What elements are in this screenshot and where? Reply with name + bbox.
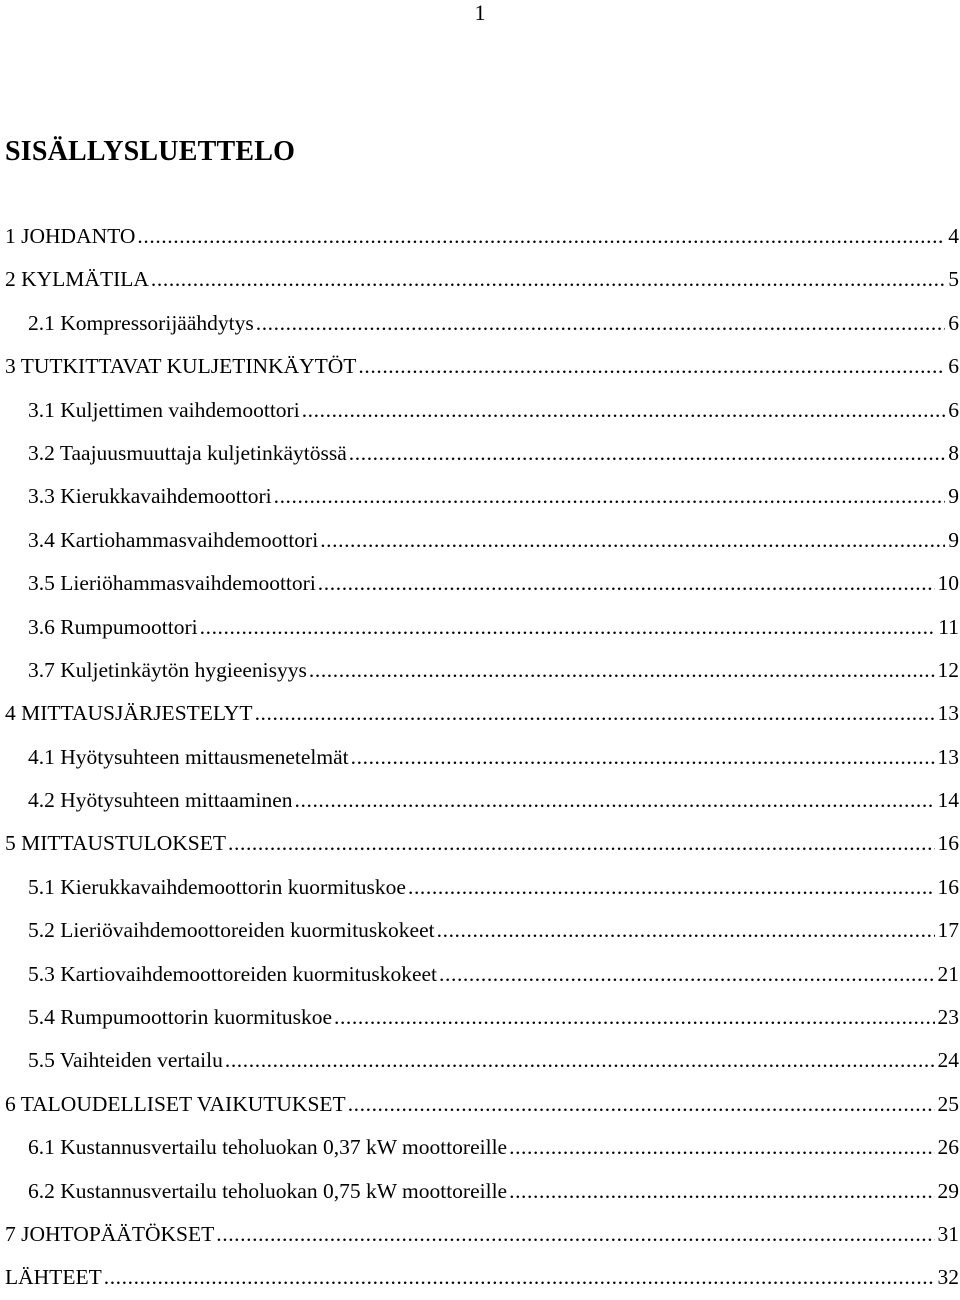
toc-entry[interactable] xyxy=(0,1170,960,1213)
toc-entry-page: 23 xyxy=(937,1005,959,1030)
toc-entry-page: 24 xyxy=(937,1048,959,1073)
dot-leader xyxy=(320,519,945,562)
toc-entry[interactable] xyxy=(0,953,960,996)
toc-entry[interactable] xyxy=(0,258,960,301)
dot-leader xyxy=(228,822,934,865)
toc-entry[interactable] xyxy=(0,1039,960,1082)
toc-entry-title: 5.4 Rumpumoottorin kuormituskoe xyxy=(28,1005,332,1030)
dot-leader xyxy=(104,1256,935,1299)
toc-entry-page: 29 xyxy=(937,1178,959,1203)
dot-leader xyxy=(509,1170,934,1213)
toc-entry-title: 4.1 Hyötysuhteen mittausmenetelmät xyxy=(28,744,349,769)
toc-entry-page: 6 xyxy=(948,397,959,422)
toc-entry-page: 13 xyxy=(937,701,959,726)
toc-entry-title: 4 MITTAUSJÄRJESTELYT xyxy=(5,701,253,726)
toc-entry-page: 16 xyxy=(937,874,959,899)
toc-entry-page: 14 xyxy=(937,788,959,813)
toc-entry[interactable] xyxy=(0,1083,960,1126)
toc-entry-title: LÄHTEET xyxy=(5,1265,102,1290)
toc-entry-title: 3.5 Lieriöhammasvaihdemoottori xyxy=(28,571,316,596)
toc-entry-page: 6 xyxy=(948,310,959,335)
toc-entry[interactable] xyxy=(0,866,960,909)
table-of-contents xyxy=(0,215,960,1300)
toc-entry[interactable] xyxy=(0,649,960,692)
toc-entry-page: 31 xyxy=(937,1221,959,1246)
toc-entry[interactable] xyxy=(0,389,960,432)
dot-leader xyxy=(348,1083,935,1126)
dot-leader xyxy=(137,215,945,258)
toc-entry-title: 5.5 Vaihteiden vertailu xyxy=(28,1048,223,1073)
toc-entry-title: 6.2 Kustannusvertailu teholuokan 0,75 kW moottoreille xyxy=(28,1178,508,1203)
dot-leader xyxy=(439,953,934,996)
page-number: 1 xyxy=(474,0,486,25)
dot-leader xyxy=(151,258,945,301)
toc-entry-title: 5.2 Lieriövaihdemoottoreiden kuormituskokeet xyxy=(28,918,435,943)
toc-entry-page: 4 xyxy=(948,224,959,248)
toc-entry-page: 11 xyxy=(938,614,959,639)
toc-entry-title: 3.7 Kuljetinkäytön hygieenisyys xyxy=(28,657,307,682)
toc-entry[interactable] xyxy=(0,562,960,605)
toc-entry-title: 5 MITTAUSTULOKSET xyxy=(5,831,227,856)
toc-entry-page: 26 xyxy=(937,1135,959,1160)
toc-entry[interactable] xyxy=(0,302,960,345)
dot-leader xyxy=(256,302,946,345)
dot-leader xyxy=(302,389,946,432)
toc-entry-title: 6 TALOUDELLISET VAIKUTUKSET xyxy=(5,1091,346,1116)
toc-entry[interactable] xyxy=(0,432,960,475)
toc-entry[interactable] xyxy=(0,345,960,388)
toc-entry-page: 16 xyxy=(937,831,959,856)
toc-title: SISÄLLYSLUETTELO xyxy=(5,136,296,167)
toc-entry-title: 3.1 Kuljettimen vaihdemoottori xyxy=(28,397,300,422)
dot-leader xyxy=(216,1213,934,1256)
toc-entry[interactable] xyxy=(0,1213,960,1256)
toc-entry-title: 2.1 Kompressorijäähdytys xyxy=(28,310,254,335)
dot-leader xyxy=(318,562,935,605)
dot-leader xyxy=(358,345,945,388)
toc-entry-page: 5 xyxy=(948,267,959,292)
dot-leader xyxy=(509,1126,934,1169)
toc-entry[interactable] xyxy=(0,1256,960,1299)
toc-entry-page: 9 xyxy=(948,484,959,509)
dot-leader xyxy=(349,432,945,475)
toc-entry-title: 7 JOHTOPÄÄTÖKSET xyxy=(5,1221,215,1246)
toc-entry-title: 3.4 Kartiohammasvaihdemoottori xyxy=(28,527,319,552)
toc-entry-title: 3.6 Rumpumoottori xyxy=(28,614,198,639)
toc-entry[interactable] xyxy=(0,606,960,649)
toc-entry-title: 5.3 Kartiovaihdemoottoreiden kuormituskokeet xyxy=(28,961,438,986)
toc-entry[interactable] xyxy=(0,996,960,1039)
dot-leader xyxy=(200,606,936,649)
toc-entry-page: 12 xyxy=(937,657,959,682)
dot-leader xyxy=(255,692,935,735)
toc-entry-title: 2 KYLMÄTILA xyxy=(5,267,149,292)
toc-entry[interactable] xyxy=(0,215,960,258)
dot-leader xyxy=(408,866,935,909)
toc-entry-page: 13 xyxy=(937,744,959,769)
toc-entry-page: 17 xyxy=(937,918,959,943)
dot-leader xyxy=(225,1039,935,1082)
toc-entry[interactable] xyxy=(0,736,960,779)
toc-entry-page: 9 xyxy=(948,527,959,552)
dot-leader xyxy=(309,649,935,692)
toc-entry-title: 3 TUTKITTAVAT KULJETINKÄYTÖT xyxy=(5,354,357,379)
toc-entry-page: 25 xyxy=(937,1091,959,1116)
toc-entry-page: 32 xyxy=(937,1265,959,1290)
toc-entry-page: 21 xyxy=(937,961,959,986)
toc-entry[interactable] xyxy=(0,475,960,518)
toc-entry[interactable] xyxy=(0,1126,960,1169)
dot-leader xyxy=(351,736,935,779)
toc-entry-title: 6.1 Kustannusvertailu teholuokan 0,37 kW moottoreille xyxy=(28,1135,508,1160)
toc-entry-page: 6 xyxy=(948,354,959,379)
toc-entry-page: 10 xyxy=(937,571,959,596)
toc-entry[interactable] xyxy=(0,519,960,562)
toc-entry-title: 5.1 Kierukkavaihdemoottorin kuormituskoe xyxy=(28,874,406,899)
toc-entry[interactable] xyxy=(0,779,960,822)
dot-leader xyxy=(295,779,935,822)
dot-leader xyxy=(437,909,935,952)
toc-entry[interactable] xyxy=(0,692,960,735)
toc-entry-title: 3.2 Taajuusmuuttaja kuljetinkäytössä xyxy=(28,440,347,465)
toc-entry-title: 3.3 Kierukkavaihdemoottori xyxy=(28,484,272,509)
toc-entry-title: 4.2 Hyötysuhteen mittaaminen xyxy=(28,788,293,813)
toc-entry-page: 8 xyxy=(948,440,959,465)
dot-leader xyxy=(274,475,946,518)
toc-entry-title: 1 JOHDANTO xyxy=(5,224,136,248)
dot-leader xyxy=(334,996,935,1039)
toc-entry[interactable] xyxy=(0,909,960,952)
toc-entry[interactable] xyxy=(0,822,960,865)
